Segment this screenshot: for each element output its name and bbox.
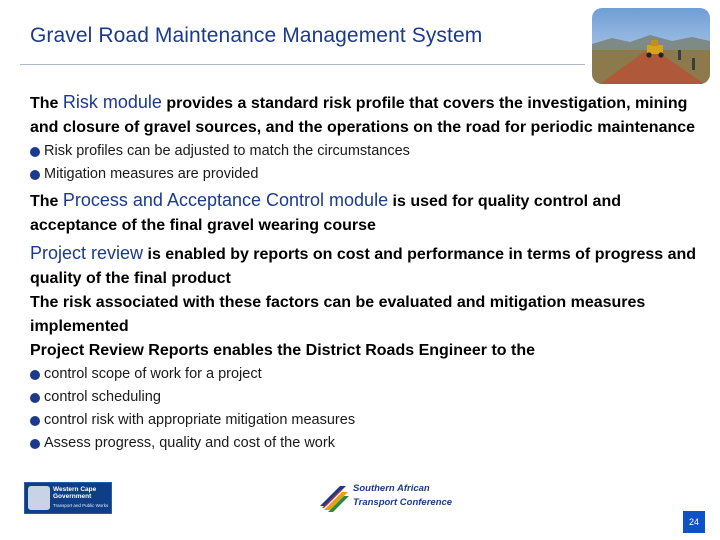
road-grader-photo xyxy=(592,8,710,84)
bullet-icon xyxy=(30,439,40,449)
bullet-icon xyxy=(30,416,40,426)
slide-body xyxy=(30,90,702,455)
list-item: control scheduling xyxy=(30,386,702,409)
list-item: control scope of work for a project xyxy=(30,363,702,386)
bullet-icon xyxy=(30,170,40,180)
project-review-highlight: Project review xyxy=(30,243,144,263)
risk-bullet-list xyxy=(30,140,702,186)
project-review-paragraph: Project review is enabled by reports on cost and performance in terms of progress and quality of the final product xyxy=(30,243,697,287)
list-item: control risk with appropriate mitigation measures xyxy=(30,409,702,432)
satc-logo: Southern African Transport Conference xyxy=(318,480,430,514)
process-control-highlight: Process and Acceptance Control module xyxy=(62,190,389,210)
review-reports-paragraph: Project Review Reports enables the District Roads Engineer to the xyxy=(30,342,536,359)
crest-icon xyxy=(28,486,50,510)
title-divider xyxy=(20,64,585,65)
western-cape-government-logo: Western Cape Government Transport and Public Works xyxy=(24,482,112,514)
list-item: Mitigation measures are provided xyxy=(30,163,702,186)
bullet-icon xyxy=(30,370,40,380)
satc-swoosh-icon xyxy=(318,480,352,514)
risk-evaluation-paragraph: The risk associated with these factors can be evaluated and mitigation measures implemented xyxy=(30,294,646,335)
list-item: Assess progress, quality and cost of the work xyxy=(30,432,702,455)
risk-module-paragraph: The Risk module provides a standard risk profile that covers the investigation, mining and closure of gravel sources, and the operations on the road for periodic maintenance xyxy=(30,92,696,136)
slide-title: Gravel Road Maintenance Management System xyxy=(30,24,483,47)
list-item: Risk profiles can be adjusted to match the circumstances xyxy=(30,140,702,163)
process-control-paragraph: The Process and Acceptance Control module is used for quality control and acceptance of the final gravel wearing course xyxy=(30,190,621,234)
page-number-badge: 24 xyxy=(683,511,705,533)
bullet-icon xyxy=(30,147,40,157)
engineer-bullet-list xyxy=(30,363,702,455)
bullet-icon xyxy=(30,393,40,403)
risk-module-highlight: Risk module xyxy=(62,92,162,112)
